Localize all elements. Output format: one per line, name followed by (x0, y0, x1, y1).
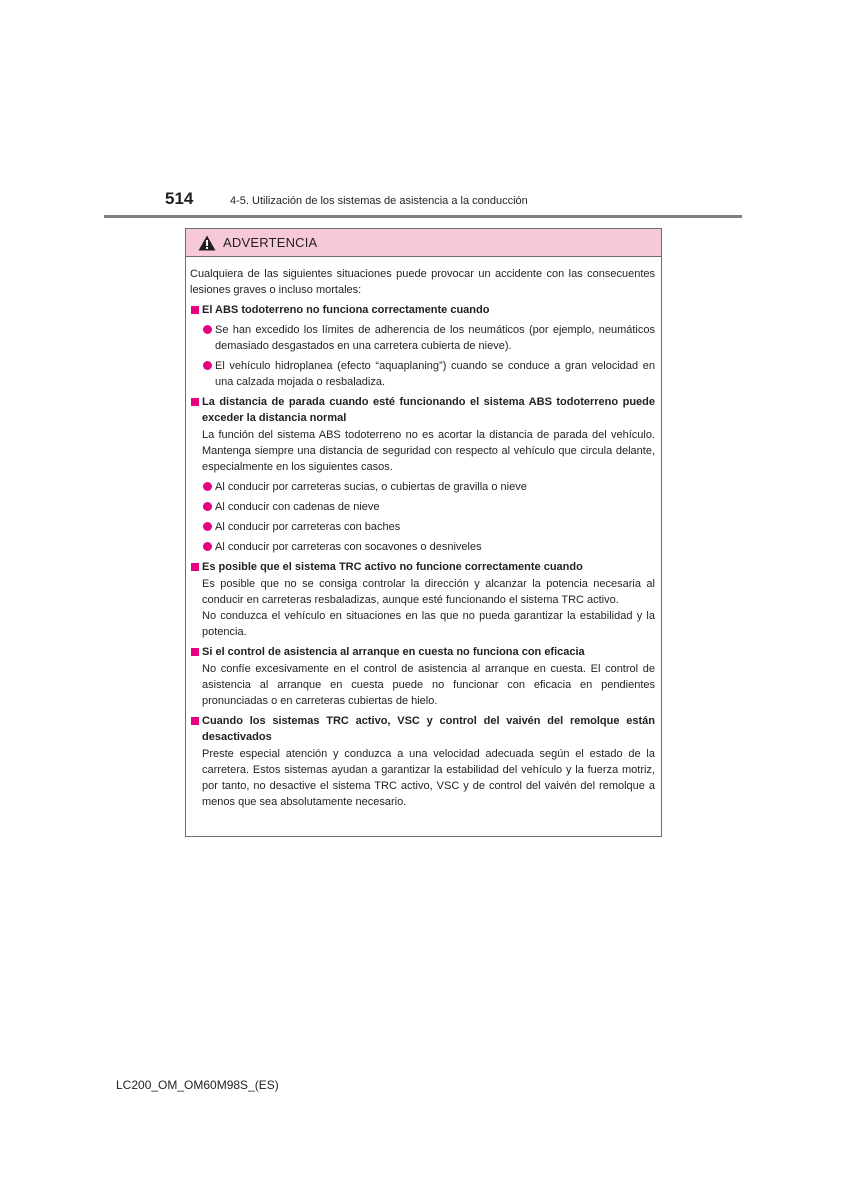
section-heading-text: Cuando los sistemas TRC activo, VSC y control del vaivén del remolque están desactivados (202, 715, 655, 743)
circle-bullet-icon (203, 542, 212, 551)
section-heading-text: La distancia de parada cuando esté funcionando el sistema ABS todoterreno puede exceder la distancia normal (202, 396, 655, 424)
section-paragraph: No conduzca el vehículo en situaciones en las que no pueda garantizar la estabilidad y la potencia. (202, 610, 655, 638)
warning-body (186, 257, 661, 810)
bullet-text: El vehículo hidroplanea (efecto “aquaplaning”) cuando se conduce a gran velocidad en una calzada mojada o resbaladiza. (215, 360, 655, 388)
bullet-text: Al conducir con cadenas de nieve (215, 501, 380, 513)
warning-section (190, 644, 655, 709)
bullet-text: Al conducir por carreteras con socavones o desniveles (215, 541, 482, 553)
square-bullet-icon (191, 398, 199, 406)
bullet-text: Al conducir por carreteras sucias, o cubiertas de gravilla o nieve (215, 481, 527, 493)
bullet-item (190, 499, 655, 515)
warning-section (190, 394, 655, 555)
bullet-item (190, 479, 655, 495)
warning-header (186, 229, 661, 257)
section-paragraph: Preste especial atención y conduzca a una velocidad adecuada según el estado de la carretera. Estos sistemas ayudan a garantizar la estabilidad del vehículo y la fuerza motriz, por tanto, no desactive el sistema TRC activo, VSC y de control del vaivén del remolque a menos que sea absolutamente necesario. (202, 748, 655, 808)
section-paragraph: No confíe excesivamente en el control de asistencia al arranque en cuesta. El control de asistencia al arranque en cuesta puede no funcionar con eficacia en pendientes pronunciadas o en carreteras cubiertas de hielo. (202, 663, 655, 707)
bullet-text: Al conducir por carreteras con baches (215, 521, 401, 533)
warning-title: ADVERTENCIA (223, 235, 318, 250)
section-paragraph: La función del sistema ABS todoterreno no es acortar la distancia de parada del vehículo. Mantenga siempre una distancia de seguridad con respecto al vehículo que circula delante, especialmente en los siguientes casos. (202, 429, 655, 473)
circle-bullet-icon (203, 522, 212, 531)
warning-box (185, 228, 662, 837)
bullet-item (190, 358, 655, 390)
square-bullet-icon (191, 648, 199, 656)
bullet-text: Se han excedido los límites de adherencia de los neumáticos (por ejemplo, neumáticos demasiado desgastados en una carretera cubierta de nieve). (215, 324, 655, 352)
section-heading (190, 644, 655, 660)
warning-section (190, 713, 655, 810)
section-heading-text: Es posible que el sistema TRC activo no funcione correctamente cuando (202, 561, 583, 573)
section-paragraph: Es posible que no se consiga controlar la dirección y alcanzar la potencia necesaria al conducir en carreteras resbaladizas, aunque esté funcionando el sistema TRC activo. (202, 578, 655, 606)
section-heading (190, 559, 655, 575)
section-title: 4-5. Utilización de los sistemas de asistencia a la conducción (230, 195, 528, 207)
warning-triangle-icon (198, 235, 216, 251)
section-heading (190, 302, 655, 318)
square-bullet-icon (191, 306, 199, 314)
warning-intro: Cualquiera de las siguientes situaciones puede provocar un accidente con las consecuentes lesiones graves o incluso mortales: (190, 268, 655, 296)
warning-section (190, 302, 655, 390)
section-heading (190, 394, 655, 426)
page-number: 514 (165, 189, 194, 208)
header-divider (104, 215, 742, 218)
section-heading-text: Si el control de asistencia al arranque en cuesta no funciona con eficacia (202, 646, 585, 658)
circle-bullet-icon (203, 502, 212, 511)
section-heading (190, 713, 655, 745)
bullet-item (190, 519, 655, 535)
warning-section (190, 559, 655, 640)
square-bullet-icon (191, 563, 199, 571)
square-bullet-icon (191, 717, 199, 725)
document-code: LC200_OM_OM60M98S_(ES) (116, 1078, 279, 1092)
circle-bullet-icon (203, 325, 212, 334)
bullet-item (190, 539, 655, 555)
section-heading-text: El ABS todoterreno no funciona correctamente cuando (202, 304, 490, 316)
circle-bullet-icon (203, 361, 212, 370)
circle-bullet-icon (203, 482, 212, 491)
bullet-item (190, 322, 655, 354)
